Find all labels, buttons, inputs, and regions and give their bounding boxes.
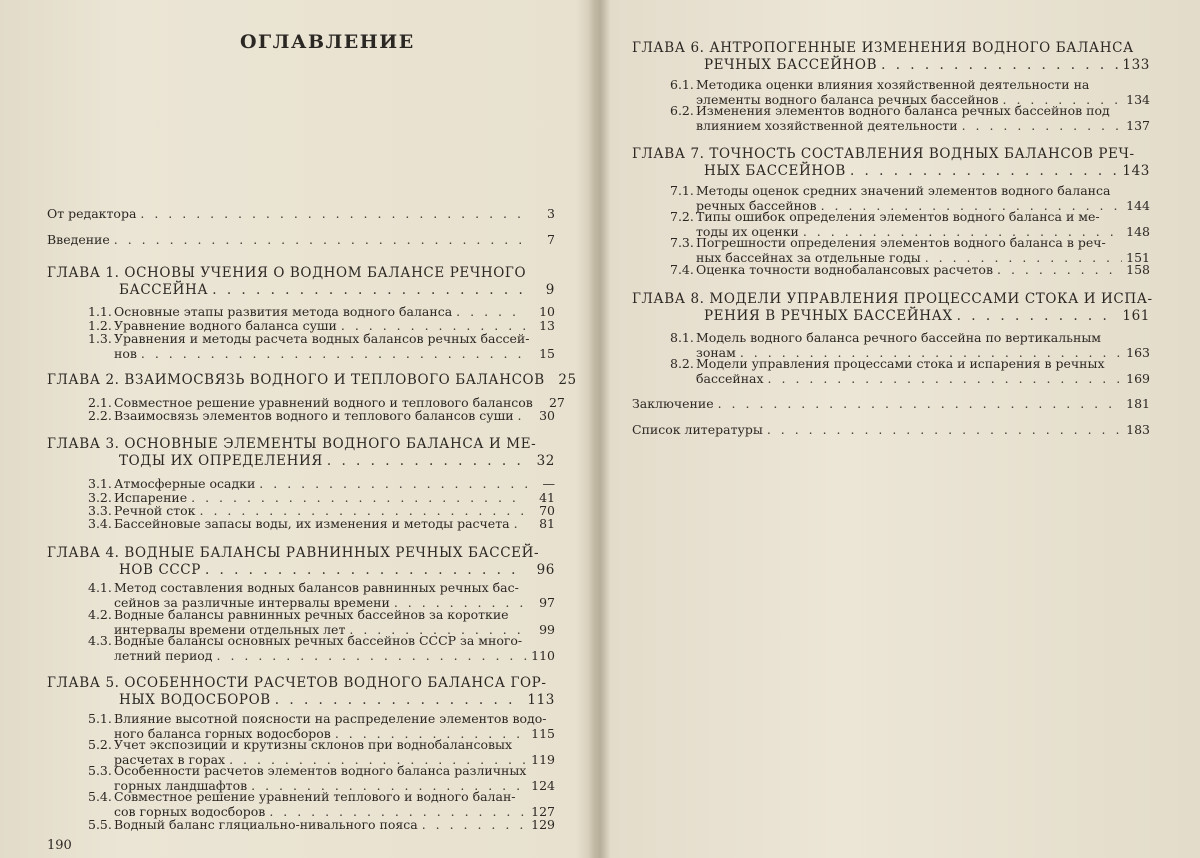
section-number: 3.1. (88, 476, 112, 491)
entry-page: 7 (547, 232, 555, 247)
section-page: 129 (531, 817, 555, 832)
section-title-cont: интервалы времени отдельных лет (114, 622, 346, 637)
chapter-title-line1: ГЛАВА 8. МОДЕЛИ УПРАВЛЕНИЯ ПРОЦЕССАМИ СТОКА И ИСПА- (632, 291, 1153, 307)
section-number: 5.1. (88, 711, 112, 726)
section-number: 1.1. (88, 304, 112, 319)
section-title-cont: сейнов за различные интервалы времени (114, 595, 390, 610)
chapter-page: 133 (1122, 57, 1150, 73)
section-title-cont: речных бассейнов (696, 198, 817, 213)
section-title-cont: расчетах в горах (114, 752, 226, 767)
leader-dots (141, 346, 527, 361)
leader-dots (518, 408, 527, 423)
chapter-page: 32 (536, 453, 555, 469)
leader-dots (962, 118, 1122, 133)
right-page (602, 0, 1200, 858)
chapter-4-heading (47, 545, 555, 579)
section-number: 4.3. (88, 633, 112, 648)
section-page: 148 (1126, 224, 1150, 239)
chapter-page: 25 (558, 372, 577, 388)
section-title-cont: тоды их оценки (696, 224, 799, 239)
section-title: Уравнения и методы расчета водных балансов речных бассей- (114, 331, 530, 346)
leader-dots (997, 262, 1122, 277)
section-4-3 (88, 633, 555, 663)
entry-label: Заключение (632, 396, 714, 411)
chapter-page: 143 (1122, 163, 1150, 179)
section-page: 97 (539, 595, 555, 610)
section-number: 7.2. (670, 209, 694, 224)
section-page: 10 (539, 304, 555, 319)
section-title: Водный баланс гляциально-нивального пояса (114, 817, 418, 832)
section-title: Методы оценок средних значений элементов водного баланса (696, 183, 1111, 198)
section-title: Учет экспозиции и крутизны склонов при воднобалансовых (114, 737, 513, 752)
section-title: Испарение (114, 490, 188, 505)
section-number: 1.3. (88, 331, 112, 346)
section-number: 7.1. (670, 183, 694, 198)
section-title: Метод составления водных балансов равнинных речных бас- (114, 580, 519, 595)
chapter-title-line2: НЫХ ВОДОСБОРОВ (119, 692, 271, 708)
leader-dots (140, 206, 527, 221)
section-title-cont: летний период (114, 648, 213, 663)
leader-dots (768, 371, 1122, 386)
section-title-cont: зонам (696, 345, 736, 360)
section-number: 7.4. (670, 262, 694, 277)
section-page: 30 (539, 408, 555, 423)
section-page: 15 (539, 346, 555, 361)
chapter-5-heading (47, 675, 555, 709)
section-number: 8.2. (670, 356, 694, 371)
section-page: 134 (1126, 92, 1150, 107)
chapter-title-line1: ГЛАВА 7. ТОЧНОСТЬ СОСТАВЛЕНИЯ ВОДНЫХ БАЛАНСОВ РЕЧ- (632, 146, 1135, 162)
section-page: 144 (1126, 198, 1150, 213)
leader-dots (881, 57, 1118, 74)
section-title: Совместное решение уравнений водного и теплового балансов (114, 395, 533, 410)
section-title-cont: влиянием хозяйственной деятельности (696, 118, 958, 133)
section-number: 5.4. (88, 789, 112, 804)
section-number: 2.2. (88, 408, 112, 423)
chapter-title-line1: ГЛАВА 3. ОСНОВНЫЕ ЭЛЕМЕНТЫ ВОДНОГО БАЛАНСА И МЕ- (47, 436, 537, 452)
section-number: 5.2. (88, 737, 112, 752)
chapter-6-heading (632, 40, 1150, 74)
section-title: Изменения элементов водного баланса речных бассейнов под (696, 103, 1110, 118)
section-title: Особенности расчетов элементов водного баланса различных (114, 763, 527, 778)
section-page: 163 (1126, 345, 1150, 360)
entry-page: 183 (1126, 422, 1150, 437)
section-number: 3.4. (88, 516, 112, 531)
section-number: 5.5. (88, 817, 112, 832)
section-title: Совместное решение уравнений теплового и водного балан- (114, 789, 516, 804)
chapter-title-line1: ГЛАВА 5. ОСОБЕННОСТИ РАСЧЕТОВ ВОДНОГО БАЛАНСА ГОР- (47, 675, 547, 691)
section-5-4 (88, 789, 555, 819)
section-page: 70 (539, 503, 555, 518)
chapter-8-heading (632, 291, 1153, 325)
section-page: 41 (539, 490, 555, 505)
section-title: Водные балансы основных речных бассейнов СССР за много- (114, 633, 523, 648)
chapter-title-line2: НЫХ БАССЕЙНОВ (704, 163, 846, 179)
leader-dots (767, 422, 1122, 437)
section-page: 115 (531, 726, 555, 741)
section-page: 27 (548, 395, 565, 410)
section-3-4 (88, 516, 555, 531)
chapter-title-line1: ГЛАВА 6. АНТРОПОГЕННЫЕ ИЗМЕНЕНИЯ ВОДНОГО БАЛАНСА (632, 40, 1134, 56)
section-title: Влияние высотной поясности на распределение элементов водо- (114, 711, 547, 726)
entry-label: От редактора (47, 206, 137, 221)
toc-entry-conclusion (632, 396, 1150, 411)
chapter-title-line1: ГЛАВА 1. ОСНОВЫ УЧЕНИЯ О ВОДНОМ БАЛАНСЕ РЕЧНОГО (47, 265, 527, 281)
chapter-title-line1: ГЛАВА 2. ВЗАИМОСВЯЗЬ ВОДНОГО И ТЕПЛОВОГО БАЛАНСОВ (47, 372, 545, 388)
section-title: Бассейновые запасы воды, их изменения и методы расчета (114, 516, 510, 531)
section-number: 2.1. (88, 395, 112, 410)
section-page: 169 (1126, 371, 1150, 386)
chapter-page: 9 (545, 282, 555, 298)
section-page: 158 (1126, 262, 1150, 277)
section-title-cont: нов (114, 346, 137, 361)
section-page: 124 (531, 778, 555, 793)
section-title-cont: ного баланса горных водосборов (114, 726, 331, 741)
toc-entry-bibliography (632, 422, 1150, 437)
section-page: 110 (531, 648, 555, 663)
section-title: Речной сток (114, 503, 196, 518)
leader-dots (514, 516, 527, 531)
section-title-cont: элементы водного баланса речных бассейнов (696, 92, 999, 107)
entry-label: Введение (47, 232, 110, 247)
leader-dots (957, 308, 1119, 325)
section-title: Погрешности определения элементов водного баланса в реч- (696, 235, 1106, 250)
leader-dots (422, 817, 527, 832)
section-3-1 (88, 476, 555, 491)
section-number: 6.1. (670, 77, 694, 92)
chapter-title-line2: ТОДЫ ИХ ОПРЕДЕЛЕНИЯ (119, 453, 323, 469)
section-title-cont: горных ландшафтов (114, 778, 248, 793)
section-number: 4.1. (88, 580, 112, 595)
leader-dots (718, 396, 1122, 411)
entry-label: Список литературы (632, 422, 763, 437)
section-page: 119 (531, 752, 555, 767)
section-title: Основные этапы развития метода водного баланса (114, 304, 453, 319)
section-title-cont: ных бассейнах за отдельные годы (696, 250, 921, 265)
section-title-cont: бассейнах (696, 371, 764, 386)
chapter-title-line2: РЕЧНЫХ БАССЕЙНОВ (704, 57, 878, 73)
chapter-title-line2: БАССЕЙНА (119, 282, 209, 298)
section-number: 4.2. (88, 607, 112, 622)
section-number: 3.3. (88, 503, 112, 518)
section-page: 81 (539, 516, 555, 531)
leader-dots (217, 648, 527, 663)
leader-dots (327, 453, 527, 470)
chapter-title-line2: НОВ СССР (119, 562, 201, 578)
section-page: 13 (539, 318, 555, 333)
chapter-1-heading (47, 265, 555, 299)
chapter-page: 113 (527, 692, 555, 708)
section-number: 8.1. (670, 330, 694, 345)
section-page: 127 (531, 804, 555, 819)
chapter-7-heading (632, 146, 1150, 180)
section-title: Водные балансы равнинных речных бассейнов за короткие (114, 607, 509, 622)
section-page: — (542, 476, 555, 491)
section-number: 1.2. (88, 318, 112, 333)
section-title-cont: сов горных водосборов (114, 804, 266, 819)
toc-entry-introduction (47, 232, 555, 247)
section-title: Модель водного баланса речного бассейна по вертикальным (696, 330, 1101, 345)
section-number: 7.3. (670, 235, 694, 250)
left-page (0, 0, 598, 858)
section-page: 99 (539, 622, 555, 637)
leader-dots (205, 562, 527, 579)
section-1-3 (88, 331, 555, 361)
chapter-3-heading (47, 436, 555, 470)
section-7-4 (670, 262, 1150, 277)
leader-dots (456, 304, 527, 319)
chapter-title-line2: РЕНИЯ В РЕЧНЫХ БАССЕЙНАХ (704, 308, 953, 324)
section-page: 137 (1126, 118, 1150, 133)
chapter-2-heading (47, 372, 577, 389)
section-4-1 (88, 580, 555, 610)
section-title: Модели управления процессами стока и испарения в речных (696, 356, 1105, 371)
chapter-page: 161 (1122, 308, 1150, 324)
chapter-title-line1: ГЛАВА 4. ВОДНЫЕ БАЛАНСЫ РАВНИННЫХ РЕЧНЫХ БАССЕЙ- (47, 545, 540, 561)
page-number: 190 (47, 838, 72, 853)
section-title: Типы ошибок определения элементов водного баланса и ме- (696, 209, 1100, 224)
toc-entry-foreword (47, 206, 555, 221)
section-6-2 (670, 103, 1150, 133)
section-8-2 (670, 356, 1150, 386)
chapter-page: 96 (536, 562, 555, 578)
page-title: ОГЛАВЛЕНИЕ (240, 31, 415, 53)
section-title: Методика оценки влияния хозяйственной деятельности на (696, 77, 1090, 92)
section-number: 3.2. (88, 490, 112, 505)
leader-dots (259, 476, 527, 491)
leader-dots (850, 163, 1118, 180)
entry-page: 181 (1126, 396, 1150, 411)
section-number: 6.2. (670, 103, 694, 118)
section-7-3 (670, 235, 1150, 265)
section-number: 5.3. (88, 763, 112, 778)
leader-dots (114, 232, 527, 247)
leader-dots (212, 282, 527, 299)
section-title: Уравнение водного баланса суши (114, 318, 337, 333)
section-2-2 (88, 408, 555, 423)
section-1-1 (88, 304, 555, 319)
section-5-5 (88, 817, 555, 832)
section-title: Оценка точности воднобалансовых расчетов (696, 262, 993, 277)
section-page: 151 (1126, 250, 1150, 265)
leader-dots (275, 692, 524, 709)
section-title: Взаимосвязь элементов водного и теплового балансов суши (114, 408, 514, 423)
entry-page: 3 (547, 206, 555, 221)
section-title: Атмосферные осадки (114, 476, 256, 491)
